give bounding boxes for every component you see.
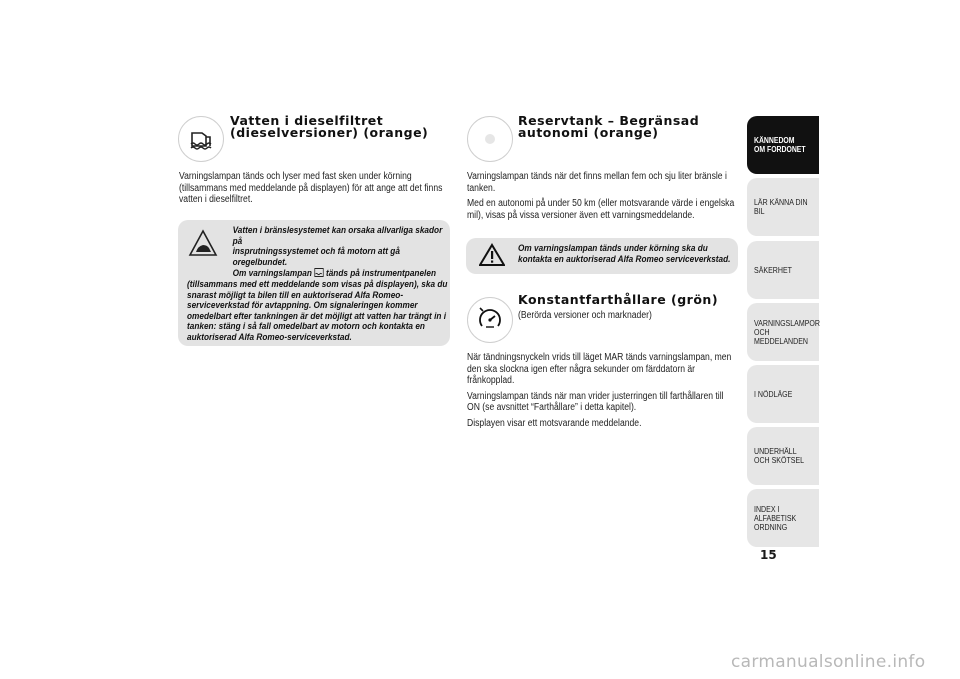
cruise-control-description: När tändningsnyckeln vrids till läget MAR tänds varningslampan, men den ska slockna igen efter några sekunder om färddatorn är frånkopplad. Varningslampan tänds när man vrider justerringen till farthållaren till ON (se avsnittet “Farthållare” i detta kapitel). Displayen visar ett motsvarande meddelande. [467, 352, 732, 429]
water-in-fuel-inline-icon [314, 268, 323, 277]
water-in-fuel-icon [179, 117, 223, 161]
warning-text-water-in-fuel: Vatten i bränslesystemet kan orsaka allvarliga skador på insprutningssystemet och få motorn att gå oregelbundet. Om varningslampan tänds på instrumentpanelen (tillsammans med ett meddelande som visas på displayen), ska du snarast möjligt ta bilen till en auktoriserad Alfa Romeo-serviceverkstad för avtappning. Om signaleringen kommer omedelbart efter tankningen är det möjligt att vatten har trängt in i tanken: stäng i så fall omedelbart av motorn och kontakta en auktoriserad Alfa Romeo-serviceverkstad. [187, 225, 448, 343]
cruise-control-icon-circle [467, 297, 513, 343]
section-title-water-in-fuel: Vatten i dieselfiltret (dieselversioner) (orange) [230, 113, 429, 140]
page-number: 15 [760, 548, 777, 562]
warning-text-fuel-reserve: Om varningslampan tänds under körning ska du kontakta en auktoriserad Alfa Romeo serviceverkstad. [518, 243, 731, 265]
warning-box-water-in-fuel [178, 220, 450, 346]
sidebar-tab-nodlage[interactable]: I NÖDLÄGE [747, 365, 819, 423]
sidebar-tab-underhall[interactable]: UNDERHÅLL OCH SKÖTSEL [747, 427, 819, 485]
cruise-control-icon [468, 298, 512, 342]
fuel-reserve-icon-circle [467, 116, 513, 162]
warning-box-fuel-reserve [466, 238, 738, 274]
water-in-fuel-icon-circle [178, 116, 224, 162]
watermark: carmanualsonline.info [731, 652, 926, 672]
sidebar-tab-index[interactable]: INDEX I ALFABETISK ORDNING [747, 489, 819, 547]
sidebar-tab-varningslampor[interactable]: VARNINGSLAMPOR OCH MEDDELANDEN [747, 303, 819, 361]
warning-triangle-icon [479, 243, 505, 267]
section-title-fuel-reserve: Reservtank – Begränsad autonomi (orange) [518, 113, 700, 140]
sidebar-tab-kannedom[interactable]: KÄNNEDOM OM FORDONET [747, 116, 819, 174]
fuel-reserve-description: Varningslampan tänds när det finns mellan fem och sju liter bränsle i tanken. Med en autonomi på under 50 km (eller motsvarande värde i engelska mil), visas på vissa versioner även ett varningsmeddelande. [467, 171, 735, 221]
sidebar-tab-sakerhet[interactable]: SÄKERHET [747, 241, 819, 299]
sidebar-tab-lar-kanna[interactable]: LÄR KÄNNA DIN BIL [747, 178, 819, 236]
cruise-control-subtitle: (Berörda versioner och marknader) [518, 310, 652, 321]
water-in-fuel-description: Varningslampan tänds och lyser med fast sken under körning (tillsammans med meddelande på displayen) för att ange att det finns vatten i dieselfiltret. [179, 171, 443, 205]
fuel-reserve-icon [468, 117, 512, 161]
section-title-cruise-control: Konstantfarthållare (grön) [518, 292, 719, 307]
